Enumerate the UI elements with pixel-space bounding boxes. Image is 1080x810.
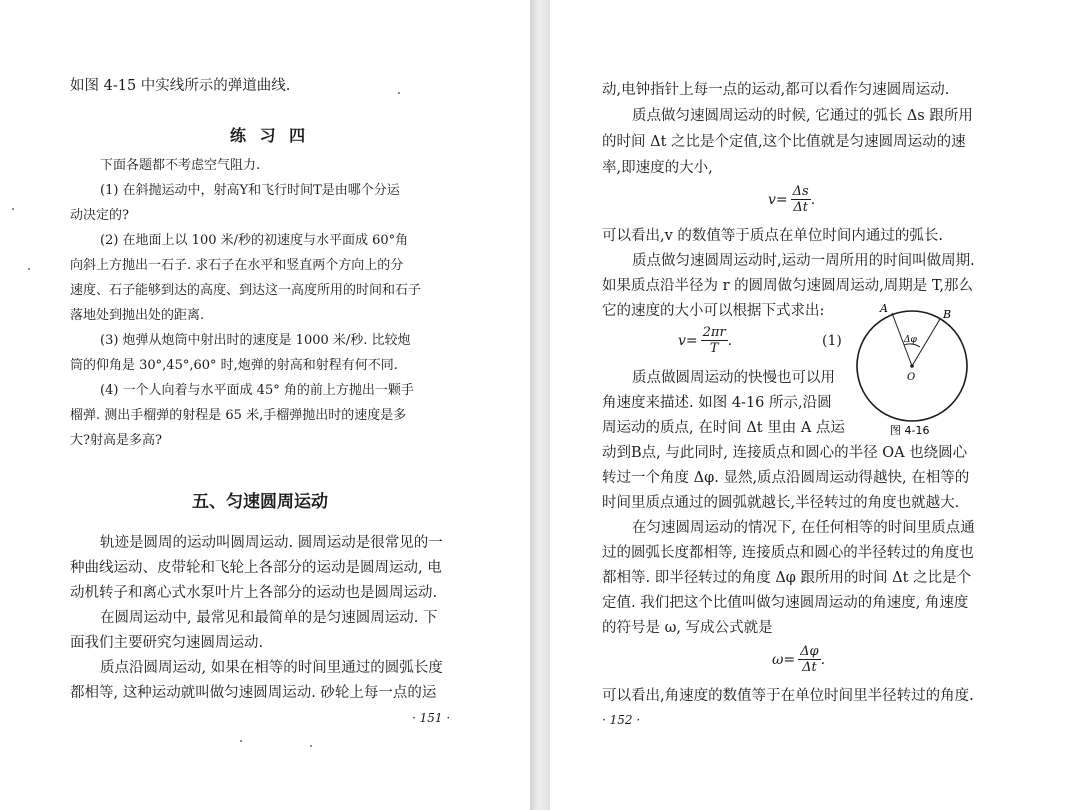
label-a: A	[880, 302, 888, 315]
circle-motion-figure	[850, 298, 975, 438]
exercise-line: 筒的仰角是 30°,45°,60° 时,炮弹的射高和射程有何不同.	[70, 358, 398, 373]
text-line: 动机转子和离心式水泵叶片上各部分的运动也是圆周运动.	[70, 585, 438, 601]
exercise-line: 大?射高是多高?	[70, 433, 162, 448]
scan-speck	[12, 208, 14, 210]
text-line: 质点做圆周运动的快慢也可以用	[632, 370, 835, 386]
exercise-line: 榴弹. 测出手榴弹的射程是 65 米,手榴弹抛出时的速度是多	[70, 408, 407, 423]
text-line: 动,电钟指针上每一点的运动,都可以看作匀速圆周运动.	[602, 82, 950, 98]
text-line: 都相等. 即半径转过的角度 Δφ 跟所用的时间 Δt 之比是个	[602, 570, 972, 586]
exercise-line: (3) 炮弹从炮筒中射出时的速度是 1000 米/秒. 比较炮	[100, 333, 411, 348]
formula-tail: .	[810, 191, 816, 208]
page-number: · 152 ·	[602, 713, 641, 727]
formula-lhs: v=	[768, 191, 788, 208]
period-speed-formula	[678, 325, 732, 356]
angular-velocity-formula	[772, 644, 825, 675]
text-line: 可以看出,v 的数值等于质点在单位时间内通过的弧长.	[602, 228, 944, 244]
formula-lhs: ω=	[772, 651, 796, 668]
scan-speck	[398, 92, 400, 94]
exercise-line: 速度、石子能够到达的高度、到达这一高度所用的时间和石子	[70, 283, 422, 298]
text-line: 如图 4-15 中实线所示的弹道曲线.	[70, 78, 291, 94]
exercise-line: (4) 一个人向着与水平面成 45° 角的前上方抛出一颗手	[100, 383, 414, 398]
text-line: 可以看出,角速度的数值等于在单位时间里半径转过的角度.	[602, 688, 974, 704]
text-line: 的时间 Δt 之比是个定值,这个比值就是匀速圆周运动的速	[602, 134, 966, 150]
formula-denominator: Δt	[793, 200, 808, 215]
exercise-line: (1) 在斜抛运动中，射高Y和飞行时间T是由哪个分运	[100, 183, 400, 198]
formula-fraction	[701, 325, 728, 356]
scan-speck	[28, 268, 30, 270]
figure-caption: 图 4-16	[890, 424, 930, 437]
label-o: O	[907, 372, 916, 383]
text-line: 转过一个角度 Δφ. 显然,质点沿圆周运动得越快, 在相等的	[602, 470, 970, 486]
center-point	[910, 364, 914, 368]
text-line: 角速度来描述. 如图 4-16 所示,沿圆	[602, 395, 832, 411]
scan-speck	[310, 745, 312, 747]
formula-numerator: Δφ	[800, 644, 819, 659]
speed-formula	[768, 184, 815, 215]
left-page	[0, 0, 530, 810]
label-b: B	[943, 308, 952, 321]
text-line: 率,即速度的大小,	[602, 160, 713, 176]
text-line: 质点沿圆周运动, 如果在相等的时间里通过的圆弧长度	[100, 660, 443, 676]
text-line: 轨迹是圆周的运动叫圆周运动. 圆周运动是很常见的一	[100, 535, 443, 551]
text-line: 都相等, 这种运动就叫做匀速圆周运动. 砂轮上每一点的运	[70, 685, 437, 701]
text-line: 它的速度的大小可以根据下式求出:	[602, 303, 825, 319]
text-line: 周运动的质点, 在时间 Δt 里由 A 点运	[602, 420, 845, 436]
formula-tail: .	[820, 651, 826, 668]
text-line: 面我们主要研究匀速圆周运动.	[70, 635, 264, 651]
exercise-line: (2) 在地面上以 100 米/秒的初速度与水平面成 60°角	[100, 233, 409, 248]
formula-lhs: v=	[678, 332, 698, 349]
formula-fraction	[798, 644, 821, 675]
text-line: 的符号是 ω, 写成公式就是	[602, 620, 773, 636]
formula-denominator: Δt	[802, 660, 817, 675]
formula-denominator: T	[709, 341, 719, 356]
text-line: 质点做匀速圆周运动的时候, 它通过的弧长 Δs 跟所用	[632, 108, 973, 124]
exercise-heading: 练 习 四	[230, 126, 310, 145]
exercise-line: 落地处到抛出处的距离.	[70, 308, 205, 323]
exercise-line: 下面各题都不考虑空气阻力.	[100, 158, 261, 173]
page-number: · 151 ·	[412, 711, 451, 725]
exercise-line: 向斜上方抛出一石子. 求石子在水平和竖直两个方向上的分	[70, 258, 404, 273]
right-page	[550, 0, 1080, 810]
scan-speck	[240, 740, 242, 742]
formula-fraction	[791, 184, 811, 215]
text-line: 动到B点, 与此同时, 连接质点和圆心的半径 OA 也绕圆心	[602, 445, 968, 461]
text-line: 种曲线运动、皮带轮和飞轮上各部分的运动是圆周运动, 电	[70, 560, 442, 576]
section-title: 五、匀速圆周运动	[192, 492, 328, 512]
formula-tail: .	[727, 332, 733, 349]
formula-numerator: Δs	[792, 184, 809, 199]
book-gutter	[530, 0, 550, 810]
text-line: 定值. 我们把这个比值叫做匀速圆周运动的角速度, 角速度	[602, 595, 969, 611]
exercise-line: 动决定的?	[70, 208, 129, 223]
equation-number: (1)	[822, 333, 842, 349]
text-line: 如果质点沿半径为 r 的圆周做匀速圆周运动,周期是 T,那么	[602, 278, 974, 294]
text-line: 在匀速圆周运动的情况下, 在任何相等的时间里质点通	[632, 520, 975, 536]
label-delta-phi: Δφ	[904, 335, 917, 345]
text-line: 过的圆弧长度都相等, 连接质点和圆心的半径转过的角度也	[602, 545, 974, 561]
text-line: 时间里质点通过的圆弧就越长,半径转过的角度也就越大.	[602, 495, 960, 511]
text-line: 在圆周运动中, 最常见和最简单的是匀速圆周运动. 下	[100, 610, 438, 626]
formula-numerator: 2πr	[702, 325, 726, 340]
text-line: 质点做匀速圆周运动时,运动一周所用的时间叫做周期.	[632, 253, 975, 269]
